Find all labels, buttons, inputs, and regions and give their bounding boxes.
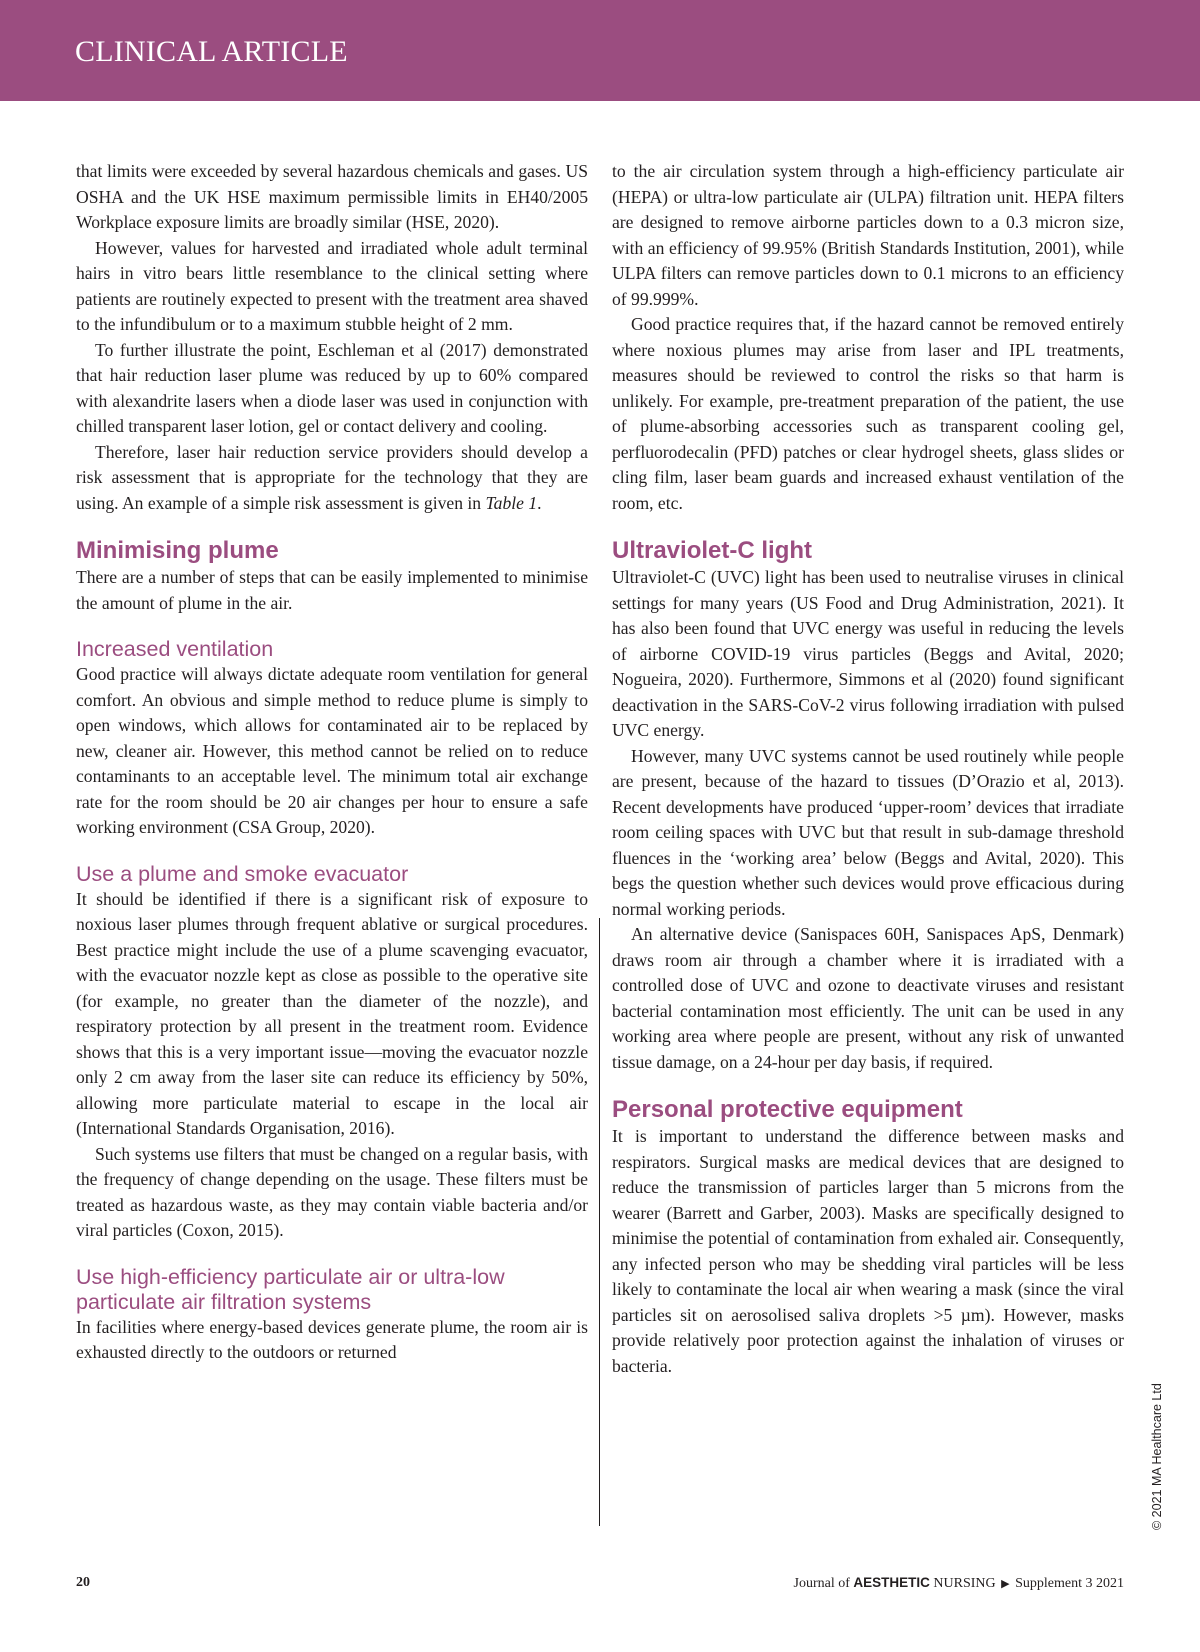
column-divider xyxy=(599,918,600,1526)
journal-name: AESTHETIC xyxy=(853,1575,930,1590)
paragraph: It should be identified if there is a significant risk of exposure to noxious laser plumes through frequent ablative or surgical procedures. Best practice might include the use of a plume scavenging evacuator, with the evacuator nozzle kept as close as possible to the operative site (for example, no greater than the diameter of the nozzle), and respiratory protection by all present in the treatment room. Evidence shows that this is a very important issue—moving the evacuator nozzle only 2 cm away from the laser site can reduce its efficiency by 50%, allowing more particulate material to escape in the local air (International Standards Organisation, 2016). xyxy=(76,888,588,1138)
paragraph: An alternative device (Sanispaces 60H, Sanispaces ApS, Denmark) draws room air through a chamber where it is irradiated with a controlled dose of UVC and ozone to deactivate viruses and resistant bacterial contamination most efficiently. The unit can be used in any working area where people are present, without any risk of unwanted tissue damage, on a 24-hour per day basis, if required. xyxy=(612,924,1124,1072)
paragraph-end: . xyxy=(537,492,542,513)
paragraph: to the air circulation system through a high-efficiency particulate air (HEPA) or ultra-low particulate air (ULPA) filtration unit. HEPA filters are designed to remove airborne particles down to a 0.3 micron size, with an efficiency of 99.95% (British Standards Institution, 2001), while ULPA filters can remove particles down to 0.1 microns to an efficiency of 99.999%. xyxy=(612,161,1124,309)
journal-prefix: Journal of xyxy=(793,1576,854,1591)
table-reference: Table 1 xyxy=(485,492,538,513)
subheading-hepa-ulpa: Use high-efficiency particulate air or ultra-low particulate air filtration systems xyxy=(76,1264,505,1314)
paragraph: Ultraviolet-C (UVC) light has been used to neutralise viruses in clinical settings for many years (US Food and Drug Administration, 2021). It has also been found that UVC energy was useful in reducing the levels of airborne COVID-19 virus particles (Beggs and Avital, 2020; Nogueira, 2020). Furthermore, Simmons et al (2020) found significant deactivation in the SARS-CoV-2 virus following irradiation with pulsed UVC energy. xyxy=(612,567,1124,740)
heading-minimising-plume: Minimising plume xyxy=(76,537,279,564)
paragraph: However, values for harvested and irradiated whole adult terminal hairs in vitro bears little resemblance to the clinical setting where patients are routinely expected to present with the treatment area shaved to the infundibulum or to a maximum stubble height of 2 mm. xyxy=(76,237,588,334)
copyright-notice: © 2021 MA Healthcare Ltd xyxy=(1150,1383,1164,1530)
page-number: 20 xyxy=(76,1575,90,1590)
paragraph: that limits were exceeded by several hazardous chemicals and gases. US OSHA and the UK HSE maximum permissible limits in EH40/2005 Workplace exposure limits are broadly similar (HSE, 2020). xyxy=(76,161,588,232)
header-banner xyxy=(0,0,1200,101)
right-column xyxy=(612,159,1124,1379)
paragraph-text: Therefore, laser hair reduction service providers should develop a risk assessment that is appropriate for the technology that they are using. An example of a simple risk assessment is given in xyxy=(76,441,588,513)
left-column xyxy=(76,159,588,1366)
paragraph xyxy=(76,440,588,517)
paragraph: In facilities where energy-based devices generate plume, the room air is exhausted directly to the outdoors or returned xyxy=(76,1316,588,1362)
paragraph: Good practice will always dictate adequate room ventilation for general comfort. An obvious and simple method to reduce plume is simply to open windows, which allows for contaminated air to be replaced by new, cleaner air. However, this method cannot be relied on to reduce contaminants to an acceptable level. The minimum total air exchange rate for the room should be 20 air changes per hour to ensure a safe working environment (CSA Group, 2020). xyxy=(76,664,588,837)
paragraph: There are a number of steps that can be easily implemented to minimise the amount of plume in the air. xyxy=(76,567,588,613)
triangle-icon: ▶ xyxy=(1001,1578,1010,1590)
subheading-increased-ventilation: Increased ventilation xyxy=(76,637,274,661)
paragraph: Good practice requires that, if the hazard cannot be removed entirely where noxious plumes may arise from laser and IPL treatments, measures should be reviewed to control the risks so that harm is unlikely. For example, pre-treatment preparation of the patient, the use of plume-absorbing accessories such as transparent cooling gel, perfluorodecalin (PFD) patches or clear hydrogel sheets, glass slides or cling film, laser beam guards and increased exhaust ventilation of the room, etc. xyxy=(612,314,1124,513)
issue-label: Supplement 3 2021 xyxy=(1011,1576,1124,1591)
page-footer xyxy=(0,1575,1200,1599)
paragraph: It is important to understand the difference between masks and respirators. Surgical masks are medical devices that are designed to reduce the transmission of particles larger than 5 microns from the wearer (Barrett and Garber, 2003). Masks are specifically designed to minimise the potential of contamination from exhaled air. Consequently, any infected person who may be shedding viral particles will be less likely to contaminate the local air when wearing a mask (since the viral particles sit on aerosolised saliva droplets >5 µm). However, masks provide relatively poor protection against the inhalation of viruses or bacteria. xyxy=(612,1126,1124,1376)
section-label: CLINICAL ARTICLE xyxy=(75,35,348,68)
journal-info xyxy=(794,1575,1125,1592)
heading-ultraviolet-c: Ultraviolet-C light xyxy=(612,537,813,564)
paragraph: However, many UVC systems cannot be used routinely while people are present, because of the hazard to tissues (D’Orazio et al, 2013). Recent developments have produced ‘upper-room’ devices that irradiate room ceiling spaces with UVC but that result in sub-damage threshold fluences in the ‘working area’ below (Beggs and Avital, 2020). This begs the question whether such devices would prove efficacious during normal working periods. xyxy=(612,745,1124,919)
paragraph: Such systems use filters that must be changed on a regular basis, with the frequency of change depending on the usage. These filters must be treated as hazardous waste, as they may contain viable bacteria and/or viral particles (Coxon, 2015). xyxy=(76,1143,588,1240)
subheading-plume-evacuator: Use a plume and smoke evacuator xyxy=(76,861,409,886)
journal-suffix: NURSING xyxy=(929,1576,996,1591)
heading-ppe: Personal protective equipment xyxy=(612,1096,963,1123)
paragraph: To further illustrate the point, Eschleman et al (2017) demonstrated that hair reduction laser plume was reduced by up to 60% compared with alexandrite lasers when a diode laser was used in conjunction with chilled transparent laser lotion, gel or contact delivery and cooling. xyxy=(76,339,588,436)
